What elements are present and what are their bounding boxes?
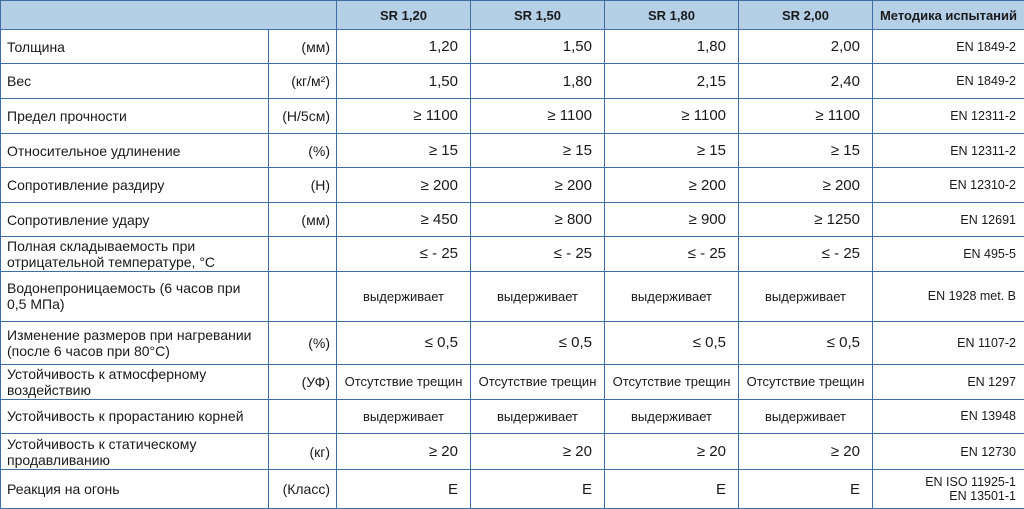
value-cell: выдерживает [337, 399, 471, 433]
test-method: EN 13501-1 [949, 489, 1016, 504]
value-cell: Отсутствие трещин [605, 365, 739, 399]
test-method-cell [873, 365, 1024, 399]
test-method: EN 495-5 [963, 246, 1016, 261]
property-unit: (УФ) [269, 365, 337, 399]
test-method-cell [873, 399, 1024, 433]
table-row [1, 202, 1024, 236]
test-method-cell [873, 64, 1024, 98]
property-name-cell [1, 98, 269, 133]
test-method-cell [873, 271, 1024, 321]
test-method-cell [873, 470, 1024, 509]
value-cell: выдерживает [739, 399, 873, 433]
table-row [1, 64, 1024, 98]
value-cell: ≥ 20 [337, 433, 471, 469]
value-cell: ≥ 1100 [471, 98, 605, 133]
property-name: Изменение размеров при нагревании (после 6 часов при 80°С) [7, 326, 252, 359]
property-name: Полная складываемость при отрицательной температуре, °С [7, 237, 216, 270]
value-cell: ≥ 1250 [739, 202, 873, 236]
property-name-cell [1, 470, 269, 509]
property-name: Устойчивость к атмосферному воздействию [7, 365, 207, 398]
property-unit: (Н) [269, 168, 337, 202]
test-method: EN 1928 met. B [927, 289, 1016, 304]
property-unit: (кг/м²) [269, 64, 337, 98]
header-col-sr120: SR 1,20 [337, 1, 471, 30]
property-unit: (%) [269, 134, 337, 168]
value-cell: ≥ 200 [739, 168, 873, 202]
table-row [1, 168, 1024, 202]
value-cell: ≤ 0,5 [739, 321, 873, 365]
value-cell: выдерживает [739, 271, 873, 321]
test-method: EN ISO 11925-1 [925, 475, 1016, 490]
value-cell: ≤ 0,5 [605, 321, 739, 365]
value-cell: ≥ 20 [471, 433, 605, 469]
value-cell: ≤ - 25 [739, 237, 873, 271]
table-row [1, 134, 1024, 168]
property-name: Вес [7, 73, 32, 90]
value-cell: Отсутствие трещин [337, 365, 471, 399]
value-cell: ≥ 1100 [605, 98, 739, 133]
property-name-cell [1, 433, 269, 469]
value-cell: ≥ 15 [337, 134, 471, 168]
header-col-sr150: SR 1,50 [471, 1, 605, 30]
header-col-sr200: SR 2,00 [739, 1, 873, 30]
test-method: EN 12311-2 [950, 108, 1016, 123]
value-cell: Отсутствие трещин [739, 365, 873, 399]
value-cell: ≥ 200 [605, 168, 739, 202]
value-cell: ≤ 0,5 [337, 321, 471, 365]
value-cell: ≤ - 25 [471, 237, 605, 271]
value-cell: выдерживает [471, 399, 605, 433]
header-col-method: Методика испытаний [873, 1, 1024, 30]
property-name-cell [1, 237, 269, 271]
table-row [1, 470, 1024, 509]
property-name-cell [1, 399, 269, 433]
property-name-cell [1, 271, 269, 321]
test-method-cell [873, 202, 1024, 236]
value-cell: Отсутствие трещин [471, 365, 605, 399]
test-method: EN 12730 [960, 444, 1016, 459]
spec-table-body [1, 30, 1024, 509]
value-cell: E [471, 470, 605, 509]
value-cell: ≥ 20 [605, 433, 739, 469]
value-cell: E [337, 470, 471, 509]
value-cell: ≥ 20 [739, 433, 873, 469]
property-name: Водонепроницаемость (6 часов при 0,5 МПа) [7, 280, 241, 313]
value-cell: E [605, 470, 739, 509]
property-name-cell [1, 64, 269, 98]
value-cell: ≥ 15 [739, 134, 873, 168]
table-row [1, 433, 1024, 469]
property-name-cell [1, 321, 269, 365]
test-method: EN 1849-2 [956, 74, 1016, 89]
value-cell: 1,50 [337, 64, 471, 98]
test-method-cell [873, 30, 1024, 64]
header-row [1, 1, 1024, 30]
test-method-cell [873, 168, 1024, 202]
property-name-cell [1, 202, 269, 236]
property-name: Реакция на огонь [7, 481, 120, 498]
value-cell: ≥ 200 [337, 168, 471, 202]
property-name-cell [1, 365, 269, 399]
value-cell: ≥ 15 [471, 134, 605, 168]
property-name-cell [1, 134, 269, 168]
value-cell: 2,15 [605, 64, 739, 98]
table-row [1, 365, 1024, 399]
value-cell: выдерживает [471, 271, 605, 321]
property-unit [269, 237, 337, 271]
value-cell: ≥ 800 [471, 202, 605, 236]
property-unit: (мм) [269, 202, 337, 236]
value-cell: 1,80 [605, 30, 739, 64]
table-row [1, 271, 1024, 321]
value-cell: выдерживает [337, 271, 471, 321]
value-cell: выдерживает [605, 271, 739, 321]
test-method-cell [873, 98, 1024, 133]
value-cell: ≥ 15 [605, 134, 739, 168]
property-unit: (Н/5см) [269, 98, 337, 133]
table-row [1, 321, 1024, 365]
property-name: Относительное удлинение [7, 142, 181, 159]
value-cell: 2,00 [739, 30, 873, 64]
test-method-cell [873, 134, 1024, 168]
property-unit [269, 399, 337, 433]
value-cell: выдерживает [605, 399, 739, 433]
header-blank-cell [1, 1, 337, 30]
value-cell: E [739, 470, 873, 509]
test-method: EN 12311-2 [950, 143, 1016, 158]
property-unit: (Класс) [269, 470, 337, 509]
table-row [1, 98, 1024, 133]
property-unit: (мм) [269, 30, 337, 64]
property-name: Толщина [7, 38, 65, 55]
property-name: Устойчивость к прорастанию корней [7, 408, 244, 425]
test-method: EN 12691 [960, 212, 1016, 227]
test-method-cell [873, 237, 1024, 271]
value-cell: ≥ 450 [337, 202, 471, 236]
value-cell: ≥ 1100 [337, 98, 471, 133]
table-row [1, 30, 1024, 64]
value-cell: 2,40 [739, 64, 873, 98]
value-cell: ≥ 900 [605, 202, 739, 236]
header-col-sr180: SR 1,80 [605, 1, 739, 30]
property-name-cell [1, 168, 269, 202]
value-cell: ≥ 1100 [739, 98, 873, 133]
property-unit: (%) [269, 321, 337, 365]
property-unit [269, 271, 337, 321]
property-name: Предел прочности [7, 107, 127, 124]
value-cell: ≤ - 25 [337, 237, 471, 271]
property-name: Сопротивление удару [7, 211, 150, 228]
test-method: EN 13948 [960, 409, 1016, 424]
property-name: Сопротивление раздиру [7, 177, 165, 194]
value-cell: 1,80 [471, 64, 605, 98]
test-method: EN 1849-2 [956, 39, 1016, 54]
property-name: Устойчивость к статическому продавливанию [7, 435, 197, 468]
value-cell: ≤ - 25 [605, 237, 739, 271]
value-cell: 1,50 [471, 30, 605, 64]
property-unit: (кг) [269, 433, 337, 469]
property-name-cell [1, 30, 269, 64]
table-row [1, 399, 1024, 433]
table-row [1, 237, 1024, 271]
test-method: EN 1297 [967, 374, 1016, 389]
test-method-cell [873, 321, 1024, 365]
test-method-cell [873, 433, 1024, 469]
test-method: EN 12310-2 [949, 178, 1016, 193]
value-cell: 1,20 [337, 30, 471, 64]
value-cell: ≤ 0,5 [471, 321, 605, 365]
test-method: EN 1107-2 [957, 335, 1016, 350]
value-cell: ≥ 200 [471, 168, 605, 202]
